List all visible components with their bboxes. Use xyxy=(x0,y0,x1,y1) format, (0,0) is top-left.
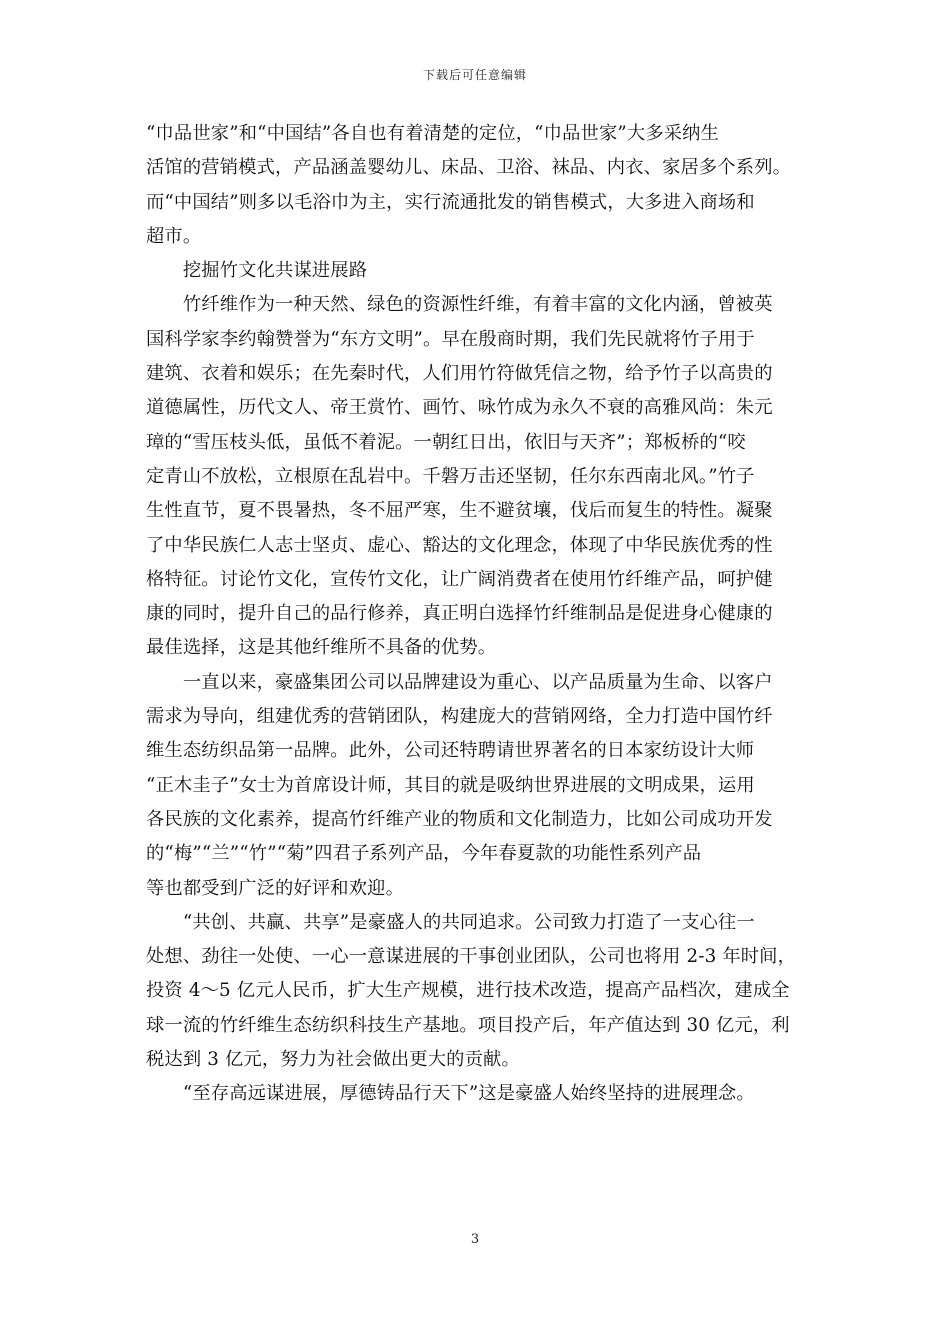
text-line: 道德属性，历代文人、帝王赏竹、画竹、咏竹成为永久不衰的高雅风尚：朱元 xyxy=(146,397,773,419)
text-line: 建筑、衣着和娱乐；在先秦时代，人们用竹符做凭信之物，给予竹子以高贵的 xyxy=(146,363,773,385)
text-line: 生性直节，夏不畏暑热，冬不屈严寒，生不避贫壤，伐后而复生的特性。凝聚 xyxy=(146,500,773,522)
text-line: 需求为导向，组建优秀的营销团队，构建庞大的营销网络，全力打造中国竹纤 xyxy=(146,706,773,728)
text-line: 税达到 3 亿元，努力为社会做出更大的贡献。 xyxy=(146,1049,520,1071)
text-line: 等也都受到广泛的好评和欢迎。 xyxy=(146,877,405,899)
text-line: “至存高远谋进展，厚德铸品行天下”这是豪盛人始终坚持的进展理念。 xyxy=(146,1083,755,1105)
text-line: 超市。 xyxy=(146,225,202,247)
text-line: “正木圭子”女士为首席设计师，其目的就是吸纳世界进展的文明成果，运用 xyxy=(146,774,755,796)
text-line: 竹纤维作为一种天然、绿色的资源性纤维，有着丰富的文化内涵，曾被英 xyxy=(146,294,773,316)
text-line: 球一流的竹纤维生态纺织科技生产基地。项目投产后，年产值达到 30 亿元，利 xyxy=(146,1014,790,1036)
text-line: 一直以来，豪盛集团公司以品牌建设为重心、以产品质量为生命、以客户 xyxy=(146,671,773,693)
text-line: 的“梅”“兰”“竹”“菊”四君子系列产品，今年春夏款的功能性系列产品 xyxy=(146,843,702,865)
text-line: 国科学家李约翰赞誉为“东方文明”。早在殷商时期，我们先民就将竹子用于 xyxy=(146,328,755,350)
text-line: “共创、共赢、共享”是豪盛人的共同追求。公司致力打造了一支心往一 xyxy=(146,911,755,933)
text-line: 各民族的文化素养，提高竹纤维产业的物质和文化制造力，比如公司成功开发 xyxy=(146,808,773,830)
text-line: 了中华民族仁人志士坚贞、虚心、豁达的文化理念，体现了中华民族优秀的性 xyxy=(146,534,773,556)
text-line: 最佳选择，这是其他纤维所不具备的优势。 xyxy=(146,637,497,659)
text-line: 投资 4～5 亿元人民币，扩大生产规模，进行技术改造，提高产品档次，建成全 xyxy=(146,980,790,1002)
document-body xyxy=(146,117,811,1112)
text-line: 定青山不放松，立根原在乱岩中。千磐万击还坚韧，任尔东西南北风。”竹子 xyxy=(146,465,755,487)
text-line: 维生态纺织品第一品牌。此外，公司还特聘请世界著名的日本家纺设计大师 xyxy=(146,740,755,762)
page-number: 3 xyxy=(470,1232,480,1247)
text-line: 而“中国结”则多以毛浴巾为主，实行流通批发的销售模式，大多进入商场和 xyxy=(146,191,755,213)
page-header: 下载后可任意编辑 xyxy=(422,68,527,82)
text-line: “巾品世家”和“中国结”各自也有着清楚的定位，“巾品世家”大多采纳生 xyxy=(146,123,720,144)
text-line: 活馆的营销模式，产品涵盖婴幼儿、床品、卫浴、袜品、内衣、家居多个系列。 xyxy=(146,157,792,179)
text-line: 康的同时，提升自己的品行修养，真正明白选择竹纤维制品是促进身心健康的 xyxy=(146,603,773,625)
text-line: 格特征。讨论竹文化，宣传竹文化，让广阔消费者在使用竹纤维产品，呵护健 xyxy=(146,568,773,590)
section-heading: 挖掘竹文化共谋进展路 xyxy=(146,260,368,282)
text-line: 璋的“雪压枝头低，虽低不着泥。一朝红日出，依旧与天齐”；郑板桥的“咬 xyxy=(146,431,746,453)
text-line: 处想、劲往一处使、一心一意谋进展的干事创业团队，公司也将用 2-3 年时间， xyxy=(146,946,797,968)
